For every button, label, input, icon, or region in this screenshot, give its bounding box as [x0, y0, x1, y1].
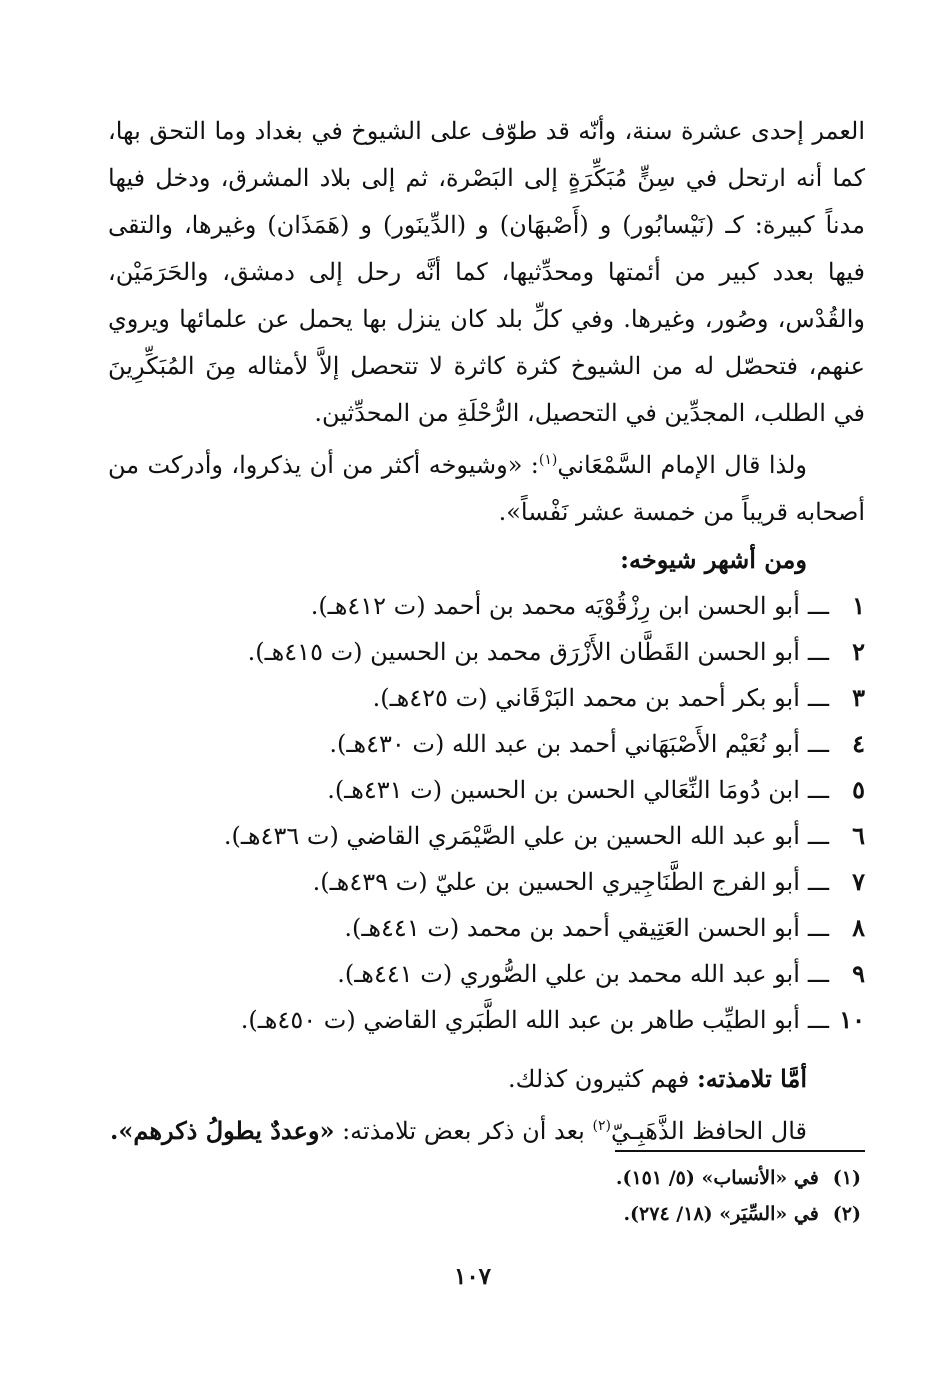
list-item-number: ١٠ [839, 1005, 865, 1034]
list-item-dash: ـــ [807, 868, 829, 896]
list-item [108, 583, 865, 629]
list-item [108, 997, 865, 1043]
list-item-dash: ـــ [807, 730, 829, 758]
list-item-dash: ـــ [807, 776, 829, 804]
list-item [108, 951, 865, 997]
dhahabi-mid: بعد أن ذكر بعض تلامذته: [334, 1117, 593, 1145]
footnote-text: في «الأنساب» (٥/ ١٥١). [615, 1167, 819, 1189]
sheikhs-list [108, 583, 865, 1043]
list-item-number: ٨ [852, 913, 865, 942]
paragraph-students [108, 1055, 865, 1103]
students-text: فهم كثيرون كذلك. [507, 1065, 697, 1093]
quote-text: : «وشيوخه أكثر من أن يذكروا، وأدركت من أصحابه قريباً من خمسة عشر نَفْساً». [108, 451, 865, 526]
list-item [108, 675, 865, 721]
list-item-number: ٣ [852, 683, 865, 712]
list-item-dash: ـــ [807, 914, 829, 942]
list-item-text: ابن دُومَا النِّعَالي الحسن بن الحسين (ت ٤٣١هـ). [327, 776, 800, 804]
paragraph-dhahabi-quote [108, 1103, 865, 1155]
list-item-text: أبو الحسن العَتِيقي أحمد بن محمد (ت ٤٤١هـ). [344, 914, 800, 942]
list-item-dash: ـــ [807, 638, 829, 666]
list-item-dash: ـــ [807, 684, 829, 712]
list-item-number: ٩ [852, 959, 865, 988]
quote-intro: ولذا قال الإمام السَّمْعَاني [557, 451, 808, 479]
page-number: ١٠٧ [453, 1263, 492, 1290]
list-item-text: أبو عبد الله محمد بن علي الصُّوري (ت ٤٤١هـ). [337, 960, 800, 988]
list-item-text: أبو الحسن القَطَّان الأَزْرَق محمد بن الحسين (ت ٤١٥هـ). [247, 638, 800, 666]
list-item-number: ٤ [852, 729, 865, 758]
list-item-dash: ـــ [807, 1006, 829, 1034]
paragraph-travels: العمر إحدى عشرة سنة، وأنّه قد طوّف على الشيوخ في بغداد وما التحق بها، كما أنه ارتحل في سِنٍّ مُبَكِّرَةٍ إلى البَصْرة، ثم إلى بلاد المشرق، ودخل فيها مدناً كبيرة: كـ (نَيْسابُور) و (أَصْبهَان) و (الدِّينَور) و (هَمَذَان) وغيرها، والتقى فيها بعدد كبير من أئمتها ومحدِّثيها، كما أنَّه رحل إلى دمشق، والحَرَمَيْن، والقُدْس، وصُور، وغيرها. وفي كلِّ بلد كان ينزل بها يحمل عن علمائها ويروي عنهم، فتحصّل له من الشيوخ كثرة كاثرة لا تتحصل إلاَّ لأمثاله مِنَ المُبَكِّرِينَ في الطلب، المجدِّين في التحصيل، الرُّحْلَةِ من المحدِّثين. [108, 117, 865, 427]
list-item-number: ٢ [852, 637, 865, 666]
footnote-ref-2[interactable]: (٢) [592, 1118, 611, 1134]
footnote-number: (١) [832, 1167, 861, 1189]
list-item-text: أبو بكر أحمد بن محمد البَرْقَاني (ت ٤٢٥هـ). [372, 684, 800, 712]
list-item-number: ٦ [852, 821, 865, 850]
list-item [108, 813, 865, 859]
footnote-divider [615, 1150, 865, 1152]
footnote-2 [616, 1196, 861, 1232]
list-item-text: أبو الفرج الطَّنَاجِيري الحسين بن عليّ (ت ٤٣٩هـ). [312, 868, 800, 896]
dhahabi-intro: قال الحافظ الذَّهَبِـيّ [610, 1117, 807, 1145]
footnote-text: في «السِّيَر» (١٨/ ٢٧٤). [623, 1203, 819, 1225]
list-item-number: ٧ [852, 867, 865, 896]
sheikhs-heading: ومن أشهر شيوخه: [620, 545, 807, 574]
list-item-dash: ـــ [807, 960, 829, 988]
list-item-text: أبو الطيِّب طاهر بن عبد الله الطَّبَري القاضي (ت ٤٥٠هـ). [240, 1006, 800, 1034]
list-item-text: أبو عبد الله الحسين بن علي الصَّيْمَري القاضي (ت ٤٣٦هـ). [223, 822, 800, 850]
list-item-text: أبو الحسن ابن رِزْقُوْيَه محمد بن أحمد (ت ٤١٢هـ). [310, 592, 800, 620]
main-text [108, 108, 865, 1155]
dhahabi-quote: «وعددٌ يطولُ ذكرهم». [110, 1116, 335, 1145]
list-item-text: أبو نُعَيْم الأَصْبَهَاني أحمد بن عبد الله (ت ٤٣٠هـ). [329, 730, 800, 758]
list-item-dash: ـــ [807, 592, 829, 620]
list-item [108, 721, 865, 767]
list-item-number: ١ [852, 591, 865, 620]
list-item [108, 767, 865, 813]
footnote-1 [616, 1160, 861, 1196]
students-label: أمَّا تلامذته: [696, 1064, 807, 1093]
footnotes [616, 1160, 861, 1232]
list-item-number: ٥ [852, 775, 865, 804]
footnote-number: (٢) [832, 1203, 861, 1225]
list-item [108, 859, 865, 905]
list-item [108, 629, 865, 675]
footnote-ref-1[interactable]: (١) [538, 452, 558, 468]
list-item-dash: ـــ [807, 822, 829, 850]
paragraph-samani-quote [108, 437, 865, 536]
list-item [108, 905, 865, 951]
